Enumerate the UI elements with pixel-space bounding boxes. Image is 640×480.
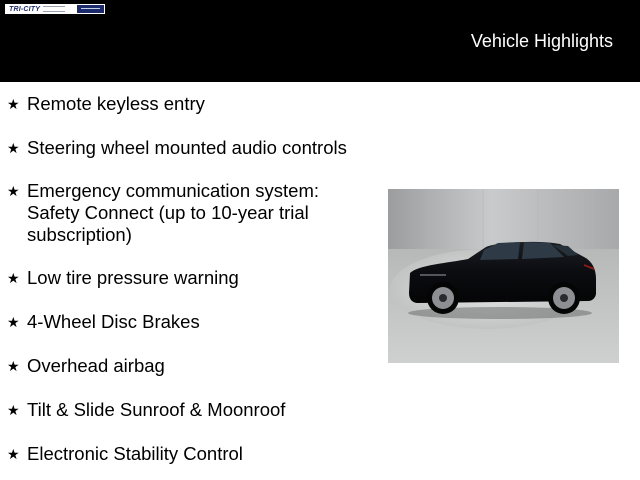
- logo-wordmark: TRI-CITY: [9, 5, 41, 13]
- logo-badge: [77, 5, 104, 13]
- logo-divider: [43, 6, 65, 12]
- star-icon: ★: [7, 140, 20, 156]
- suv-image: [388, 189, 619, 363]
- feature-label: Remote keyless entry: [27, 93, 205, 114]
- feature-label: Low tire pressure warning: [27, 267, 239, 288]
- star-icon: ★: [7, 314, 20, 330]
- star-icon: ★: [7, 358, 20, 374]
- vehicle-photo: [388, 189, 619, 363]
- star-icon: ★: [7, 183, 20, 199]
- star-icon: ★: [7, 402, 20, 418]
- list-item: [7, 355, 377, 377]
- star-icon: ★: [7, 96, 20, 112]
- dealer-logo: [5, 4, 105, 14]
- star-icon: ★: [7, 270, 20, 286]
- page-title: Vehicle Highlights: [470, 31, 613, 51]
- list-item: [7, 93, 377, 115]
- feature-label: 4-Wheel Disc Brakes: [27, 311, 200, 332]
- feature-label: Electronic Stability Control: [27, 443, 243, 464]
- feature-label: Overhead airbag: [27, 355, 165, 376]
- feature-label: Emergency communication system: Safety Connect (up to 10-year trial subscription): [27, 180, 319, 245]
- list-item: [7, 399, 377, 421]
- header-bar: [0, 0, 640, 82]
- star-icon: ★: [7, 446, 20, 462]
- list-item: [7, 267, 377, 289]
- list-item: [7, 443, 377, 465]
- feature-label: Steering wheel mounted audio controls: [27, 137, 347, 158]
- list-item: [7, 137, 377, 159]
- feature-label: Tilt & Slide Sunroof & Moonroof: [27, 399, 286, 420]
- list-item: [7, 311, 377, 333]
- list-item: [7, 180, 377, 246]
